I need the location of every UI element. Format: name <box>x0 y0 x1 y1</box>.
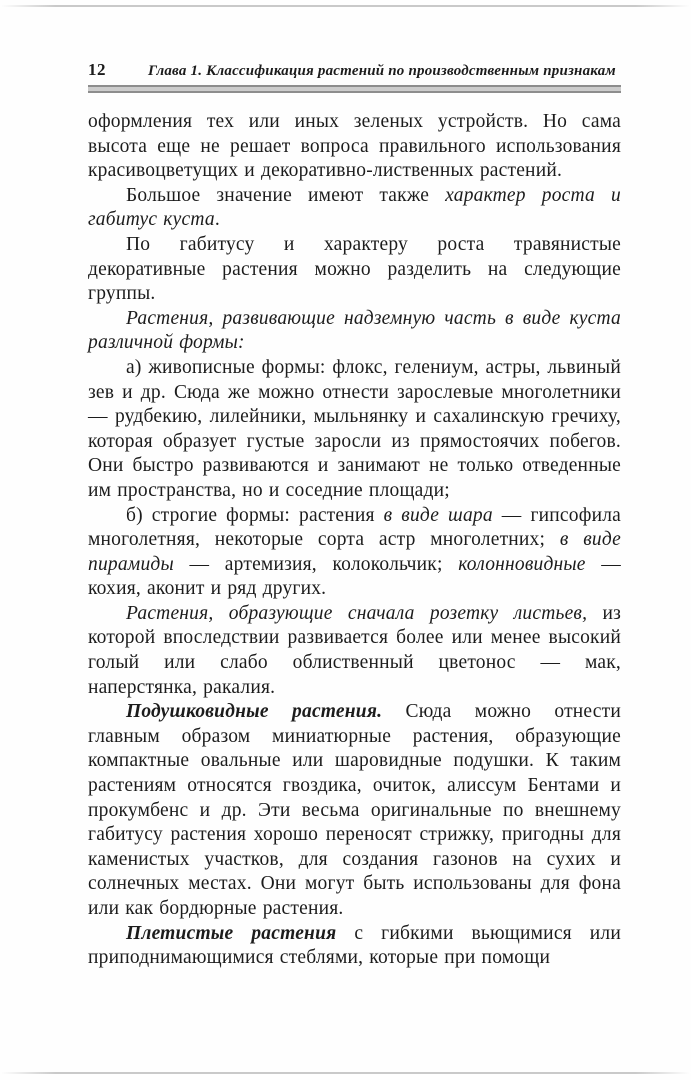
text-segment: Большое значение имеют также <box>126 184 446 206</box>
chapter-title: Глава 1. Классификация растений по производственным признакам <box>148 63 616 79</box>
paragraph <box>88 356 621 504</box>
text-segment: в виде шара <box>383 504 493 526</box>
paragraph <box>88 184 621 233</box>
text-segment: Сюда можно отнести главным образом миниатюрные растения, образующие компактные овальные или шаровидные подушки. К таким растениям относятся гвоздика, очиток, алиссум Бентами и прокумбенс и др. Эти весьма оригинальные по внешнему габитусу растения хорошо переносят стрижку, пригодны для каменистых участков, для создания газонов на сухих и солнечных местах. Они могут быть использованы для фона или как бордюрные растения. <box>88 701 621 919</box>
paragraph <box>88 307 621 356</box>
text-segment: в виде пирамиды <box>88 529 621 575</box>
text-segment: б) строгие формы: растения <box>126 504 384 526</box>
page-edge-top <box>0 5 691 7</box>
text-segment: характер роста и габитус куста <box>88 184 621 231</box>
paragraph <box>88 233 621 307</box>
text-segment: — гипсофила многолетняя, некоторые сорта астр многолетних; <box>88 504 621 551</box>
text-segment: Плетистые растения <box>126 922 337 944</box>
paragraph <box>88 504 621 602</box>
text-segment: Подушковидные растения. <box>126 701 383 723</box>
text-segment: Растения, развивающие надземную часть в виде куста различной формы: <box>88 307 621 354</box>
paragraph <box>88 110 621 184</box>
text-segment: оформления тех или иных зеленых устройств. Но сама высота еще не решает вопроса правильного использования красивоцветущих и декоративно-лиственных растений. <box>88 111 621 182</box>
page-header <box>88 60 621 80</box>
page-edge-bottom <box>0 1072 691 1074</box>
text-segment: колонновидные <box>458 553 586 575</box>
text-segment: — кохия, аконит и ряд других. <box>88 553 621 600</box>
paragraph <box>88 602 621 700</box>
text-segment: с гибкими вьющимися или приподнимающимися стеблями, которые при помощи <box>88 922 621 969</box>
paragraph <box>88 922 621 971</box>
text-segment: — артемизия, колокольчик; <box>173 553 459 575</box>
text-segment: из которой впоследствии развивается более или менее высокий голый или слабо облиственный цветонос — мак, наперстянка, ракалия. <box>88 602 621 698</box>
header-rule <box>88 85 621 93</box>
page-number: 12 <box>88 60 106 79</box>
paragraph <box>88 700 621 921</box>
text-segment: По габитусу и характеру роста травянистые декоративные растения можно разделить на следующие группы. <box>88 233 621 305</box>
page-body <box>88 110 621 971</box>
text-segment: а) живописные формы: флокс, гелениум, астры, львиный зев и др. Сюда же можно отнести зарослевые многолетники — рудбекию, лилейники, мыльнянку и сахалинскую гречиху, которая образует густые заросли из прямостоячих побегов. Они быстро развиваются и занимают не только отведенные им пространства, но и соседние площади; <box>88 356 621 501</box>
text-segment: . <box>214 209 220 231</box>
text-segment: Растения, образующие сначала розетку листьев, <box>126 602 588 624</box>
